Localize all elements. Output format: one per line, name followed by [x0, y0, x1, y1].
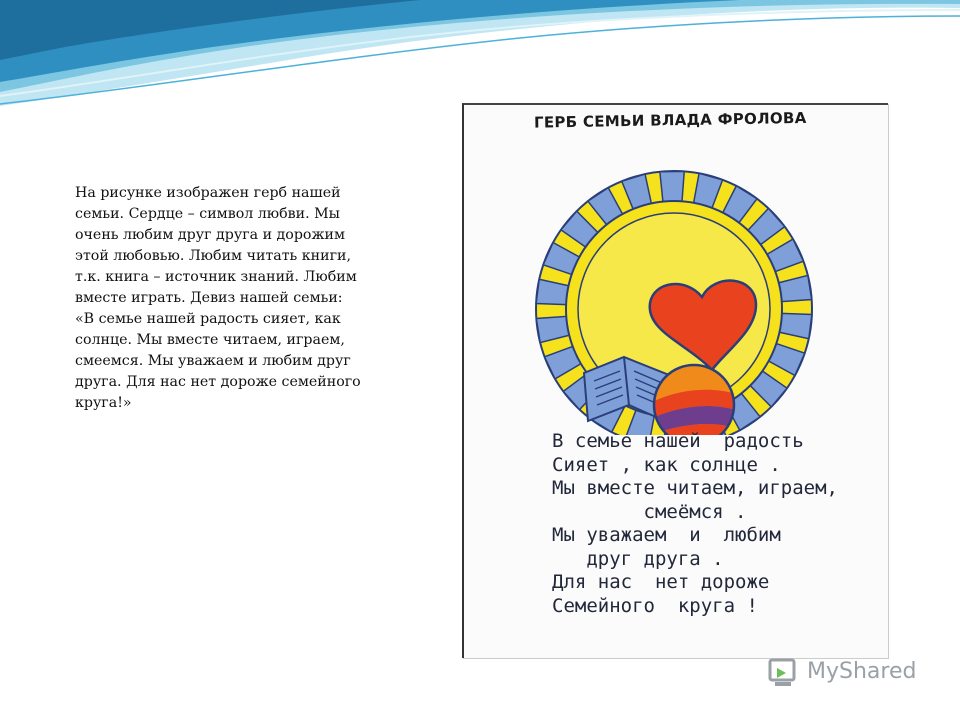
motto-line: Мы вместе читаем, играем,: [552, 477, 838, 499]
body-text: На рисунке изображен герб нашей семьи. Сердце – символ любви. Мы очень любим друг друга и дорожим этой любовью. Любим читать книги, т.к. книга – источник знаний. Любим вместе играть. Девиз нашей семьи: «В семье нашей радость сияет, как солнце. Мы вместе читаем, играем, смеемся. Мы уважаем и любим друг друга. Для нас нет дороже семейного круга!»: [75, 185, 361, 411]
family-emblem-drawing: [462, 103, 888, 658]
emblem-illustration: [464, 105, 888, 435]
header-wave-decoration: [0, 0, 960, 120]
ray-tile: [660, 171, 684, 201]
slideshow-logo-icon: [767, 656, 801, 690]
motto-line: Семейного круга !: [552, 594, 758, 617]
motto-line: Мы уважаем и любим: [552, 524, 781, 546]
watermark: [767, 656, 927, 690]
motto-line: В семье нашей радость: [552, 430, 804, 452]
motto-line: друг друга .: [552, 547, 724, 570]
emblem-title: ГЕРБ СЕМЬИ ВЛАДА ФРОЛОВА: [533, 108, 807, 132]
watermark-text: MyShared: [807, 659, 917, 684]
motto-line: смеёмся .: [552, 500, 747, 523]
motto-handwritten: [552, 430, 872, 618]
motto-line: Для нас нет дороже: [552, 571, 770, 593]
motto-line: Сияет , как солнце .: [552, 453, 781, 476]
